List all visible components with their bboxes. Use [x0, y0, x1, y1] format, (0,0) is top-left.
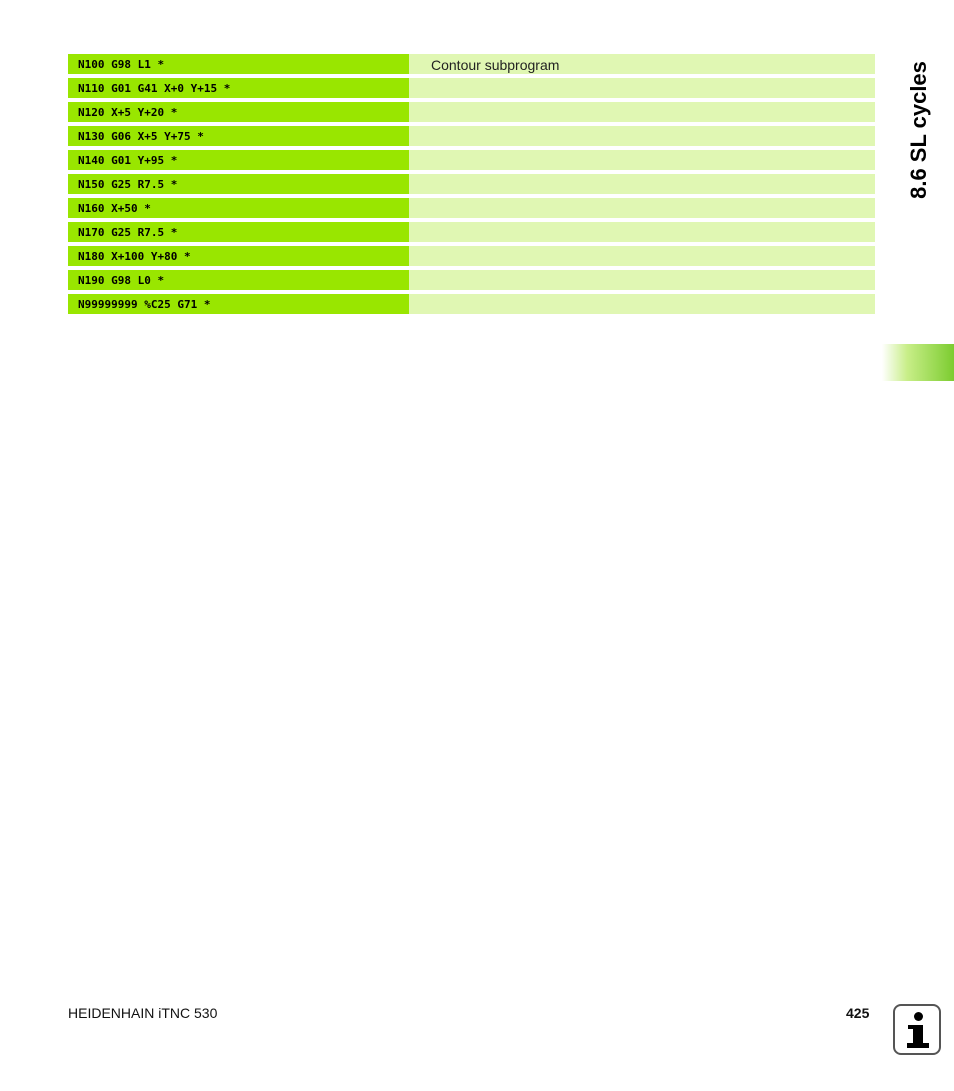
code-cell: N170 G25 R7.5 * [68, 222, 409, 244]
table-row [68, 102, 875, 126]
section-title-text: 8.6 SL cycles [905, 61, 931, 199]
table-row [68, 54, 875, 78]
info-icon-dot [914, 1012, 923, 1021]
comment-cell [409, 174, 875, 196]
comment-cell [409, 246, 875, 268]
chapter-thumb-tab [882, 344, 954, 381]
comment-cell [409, 126, 875, 148]
table-row [68, 246, 875, 270]
code-cell: N180 X+100 Y+80 * [68, 246, 409, 268]
comment-cell [409, 222, 875, 244]
code-cell: N110 G01 G41 X+0 Y+15 * [68, 78, 409, 100]
info-icon-base [907, 1043, 929, 1048]
info-icon-stem [913, 1025, 923, 1045]
code-cell: N120 X+5 Y+20 * [68, 102, 409, 124]
comment-cell [409, 294, 875, 316]
table-row [68, 150, 875, 174]
code-cell: N160 X+50 * [68, 198, 409, 220]
code-cell: N150 G25 R7.5 * [68, 174, 409, 196]
comment-cell [409, 150, 875, 172]
code-cell: N130 G06 X+5 Y+75 * [68, 126, 409, 148]
nc-program-table [68, 54, 875, 318]
code-cell: N99999999 %C25 G71 * [68, 294, 409, 316]
code-cell: N190 G98 L0 * [68, 270, 409, 292]
section-title [896, 55, 931, 210]
comment-cell [409, 78, 875, 100]
table-row [68, 78, 875, 102]
table-row [68, 126, 875, 150]
comment-cell [409, 198, 875, 220]
table-row [68, 294, 875, 318]
table-row [68, 270, 875, 294]
table-row [68, 174, 875, 198]
info-icon [893, 1004, 941, 1055]
comment-cell: Contour subprogram [409, 54, 875, 76]
code-cell: N140 G01 Y+95 * [68, 150, 409, 172]
comment-cell [409, 270, 875, 292]
page-number: 425 [846, 1005, 870, 1021]
table-row [68, 198, 875, 222]
comment-cell [409, 102, 875, 124]
table-row [68, 222, 875, 246]
code-cell: N100 G98 L1 * [68, 54, 409, 76]
footer-manual-name: HEIDENHAIN iTNC 530 [68, 1005, 218, 1021]
